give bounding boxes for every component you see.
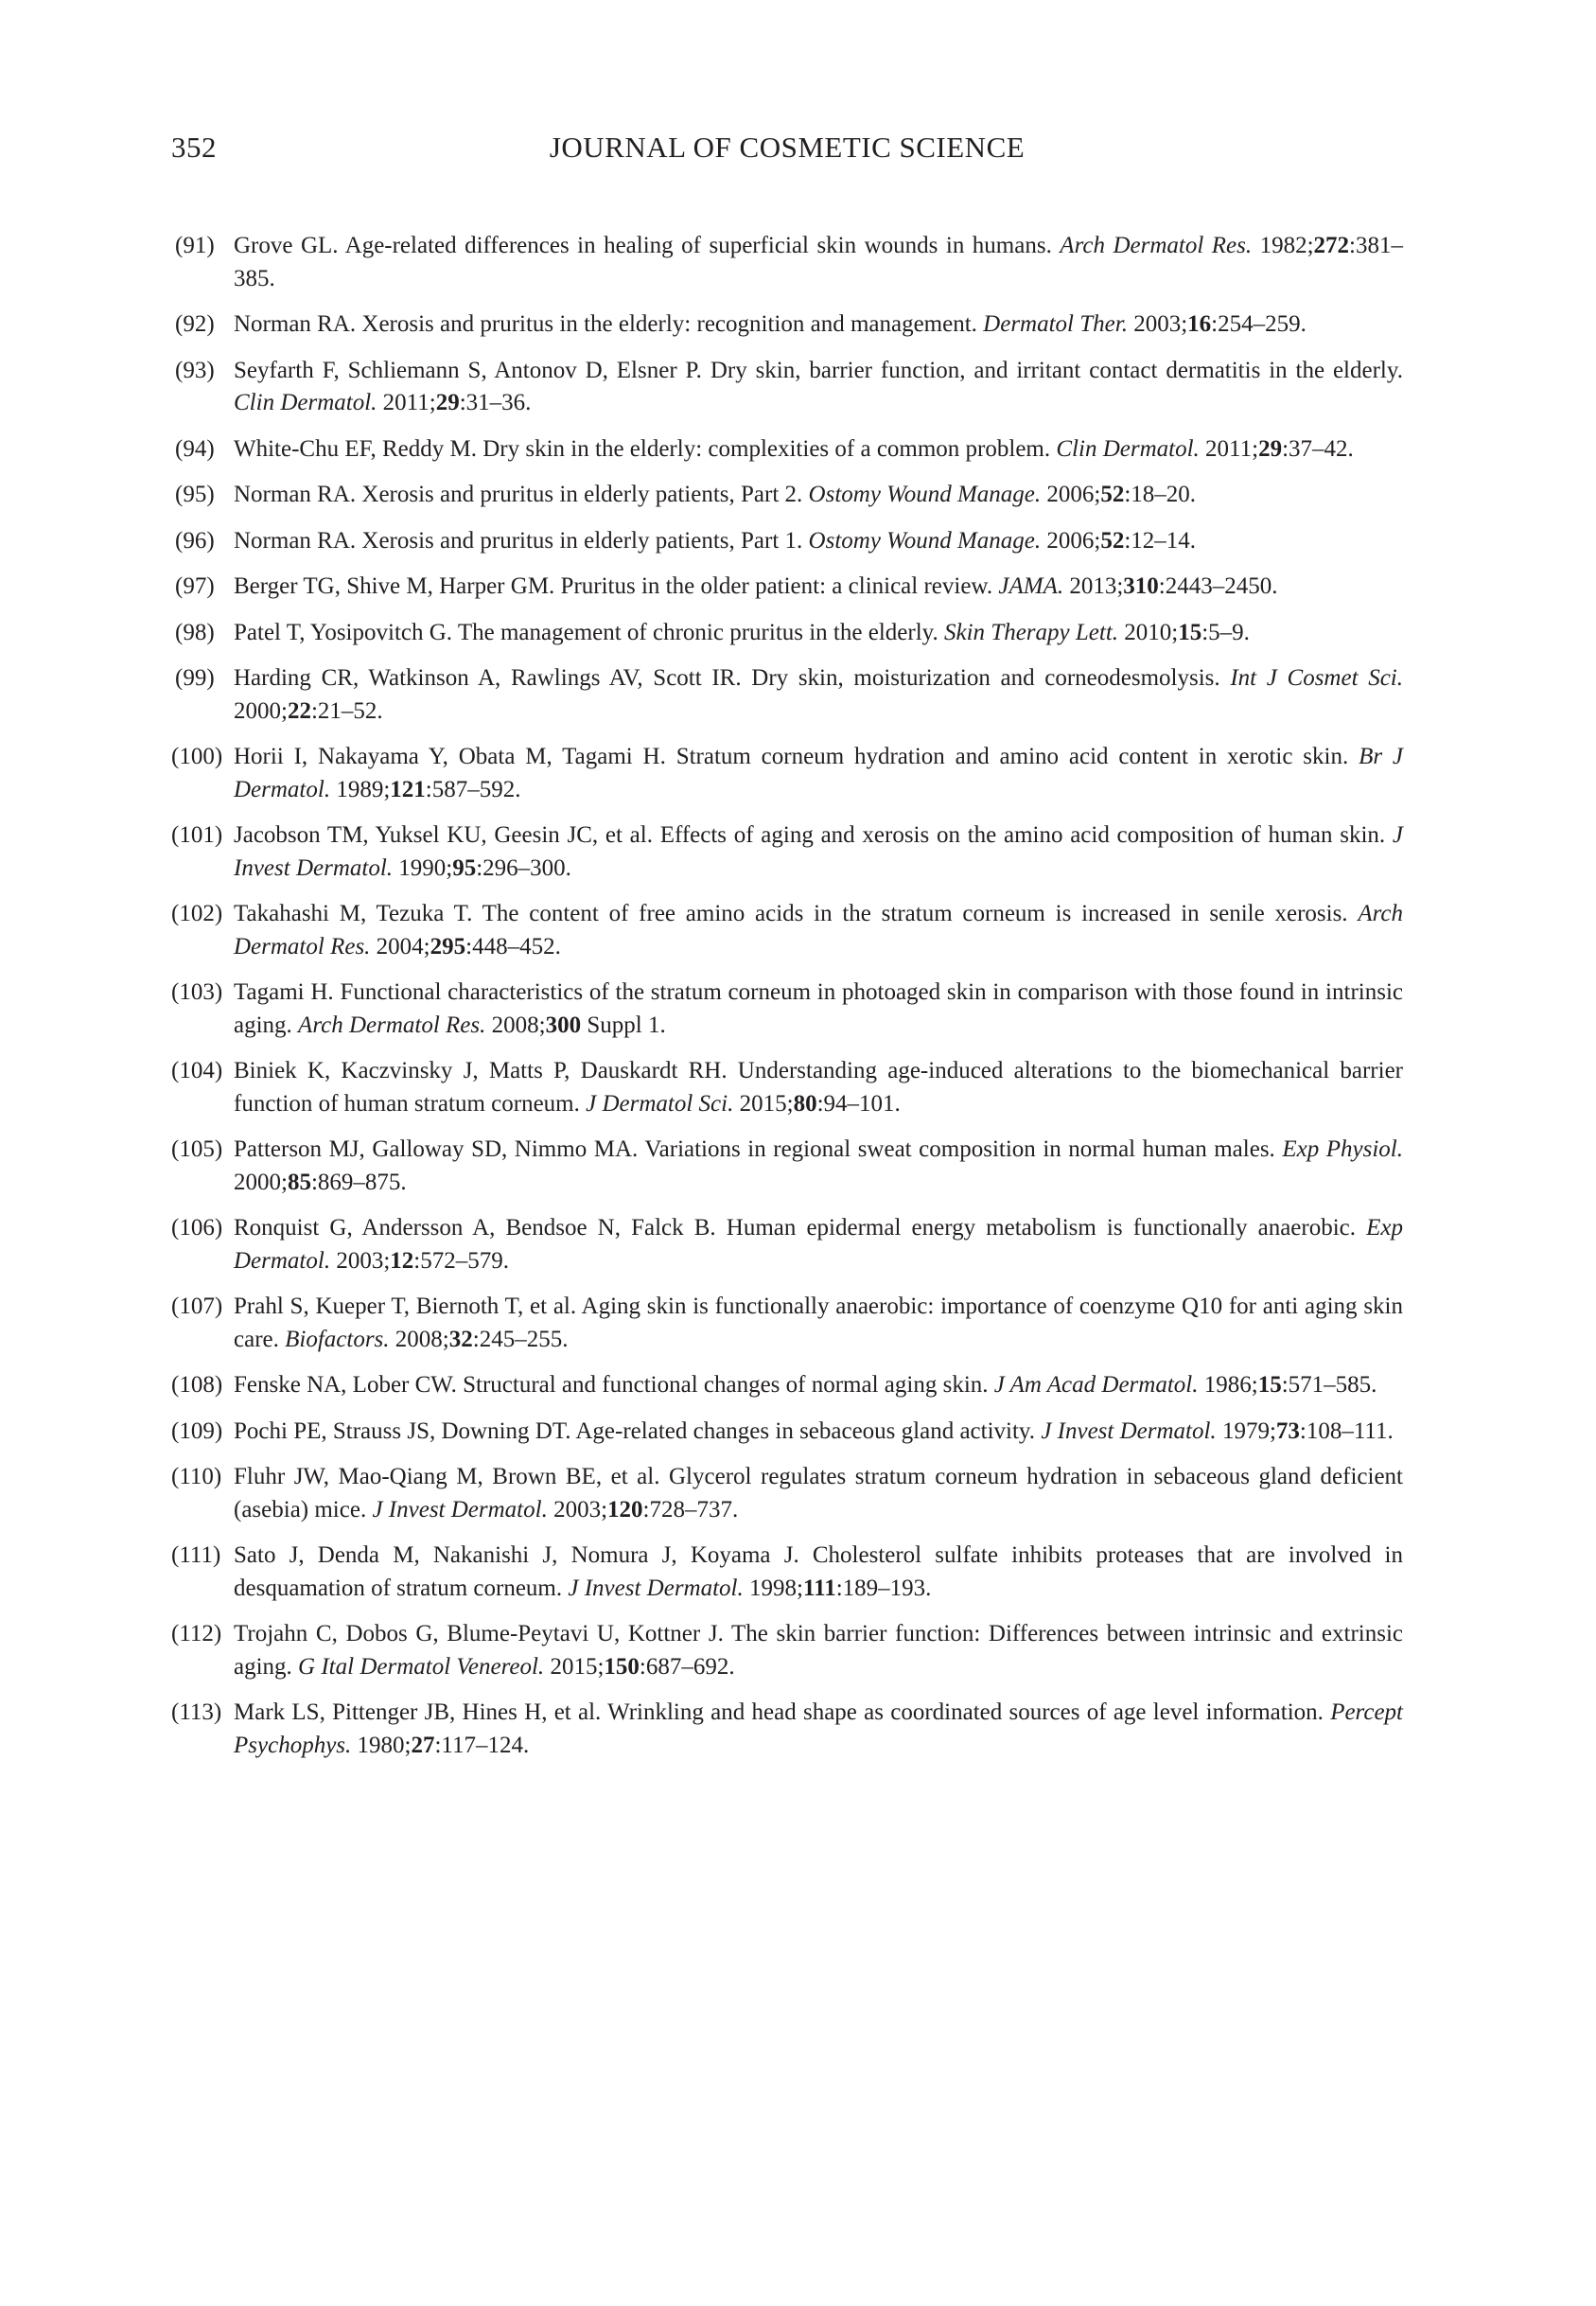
page-range: :728–737. [642, 1496, 739, 1523]
page-range: :448–452. [465, 933, 561, 959]
reference-number: (103) [171, 979, 223, 1005]
journal-name: J Invest Dermatol. [1041, 1417, 1217, 1444]
volume-number: 27 [411, 1732, 435, 1758]
reference-number: (94) [175, 435, 215, 462]
volume-number: 12 [390, 1247, 414, 1274]
journal-name: Arch Dermatol Res. [234, 901, 1403, 959]
reference-number: (113) [171, 1699, 222, 1725]
reference-text: Patel T, Yosipovitch G. The management of chronic pruritus in the elderly. [234, 619, 945, 645]
journal-name: JAMA. [998, 573, 1064, 599]
reference-item [171, 1291, 1403, 1356]
publication-year: 2013; [1063, 573, 1124, 599]
reference-text: Sato J, Denda M, Nakanishi J, Nomura J, Koyama J. Cholesterol sulfate inhibits proteases that are involved in desquamation of stratum corneum. [234, 1542, 1403, 1601]
running-title: JOURNAL OF COSMETIC SCIENCE [549, 131, 1026, 164]
publication-year: 1980; [351, 1732, 412, 1758]
reference-text: Takahashi M, Tezuka T. The content of free amino acids in the stratum corneum is increased in senile xerosis. [234, 901, 1359, 926]
reference-text: Pochi PE, Strauss JS, Downing DT. Age-related changes in sebaceous gland activity. [234, 1417, 1042, 1444]
publication-year: 1979; [1216, 1417, 1276, 1444]
journal-name: Br J Dermatol. [234, 744, 1403, 802]
publication-year: 1982; [1252, 233, 1314, 258]
reference-item [171, 662, 1403, 728]
reference-item [171, 1461, 1403, 1526]
reference-number: (92) [175, 311, 215, 337]
page-range: :117–124. [434, 1732, 530, 1758]
reference-item [171, 1212, 1403, 1277]
reference-item [171, 571, 1403, 604]
volume-number: 85 [287, 1169, 311, 1195]
publication-year: 1998; [743, 1575, 803, 1601]
reference-number: (95) [175, 482, 215, 507]
journal-name: J Invest Dermatol. [372, 1496, 548, 1523]
volume-number: 29 [1258, 435, 1283, 462]
publication-year: 1989; [330, 776, 391, 802]
page-range: :12–14. [1124, 527, 1197, 554]
reference-number: (98) [175, 619, 215, 645]
reference-list [171, 230, 1403, 1775]
journal-name: Clin Dermatol. [234, 390, 377, 415]
reference-item [171, 617, 1403, 650]
volume-number: 300 [545, 1012, 582, 1038]
page-range: :869–875. [310, 1169, 407, 1195]
journal-name: Arch Dermatol Res. [1060, 233, 1253, 258]
volume-number: 73 [1275, 1417, 1300, 1444]
reference-text: Seyfarth F, Schliemann S, Antonov D, Elsner P. Dry skin, barrier function, and irritant contact dermatitis in the elderly. [234, 357, 1403, 383]
volume-number: 52 [1100, 527, 1125, 554]
volume-number: 80 [793, 1090, 817, 1117]
reference-item [171, 819, 1403, 885]
page-range: :587–592. [425, 776, 521, 802]
publication-year: 1986; [1198, 1372, 1258, 1398]
volume-number: 111 [802, 1575, 836, 1601]
page-range: :18–20. [1124, 482, 1197, 507]
volume-number: 121 [390, 776, 426, 802]
reference-item [171, 479, 1403, 512]
publication-year: 2003; [330, 1247, 391, 1274]
publication-year: 2003; [1127, 311, 1188, 337]
journal-name: Dermatol Ther. [983, 311, 1128, 337]
volume-number: 120 [607, 1496, 643, 1523]
publication-year: 2003; [547, 1496, 608, 1523]
reference-text: Prahl S, Kueper T, Biernoth T, et al. Aging skin is functionally anaerobic: importance of coenzyme Q10 for anti aging skin care. [234, 1294, 1403, 1352]
publication-year: 2008; [389, 1326, 449, 1352]
page-range: :31–36. [459, 390, 532, 415]
journal-name: Exp Dermatol. [234, 1215, 1403, 1274]
reference-text: Grove GL. Age-related differences in healing of superficial skin wounds in humans. [234, 233, 1061, 258]
reference-text: Trojahn C, Dobos G, Blume-Peytavi U, Kottner J. The skin barrier function: Differences between intrinsic and extrinsic aging. [234, 1621, 1403, 1680]
reference-text: Ronquist G, Andersson A, Bendsoe N, Falck B. Human epidermal energy metabolism is functionally anaerobic. [234, 1215, 1367, 1241]
volume-number: 16 [1187, 311, 1212, 337]
reference-number: (111) [171, 1542, 221, 1568]
reference-number: (108) [171, 1372, 223, 1398]
page-range: :296–300. [476, 854, 571, 881]
page-range: :687–692. [639, 1653, 735, 1680]
reference-number: (106) [171, 1215, 223, 1241]
reference-number: (101) [171, 822, 223, 848]
volume-number: 310 [1123, 573, 1159, 599]
reference-number: (100) [171, 744, 223, 769]
reference-text: Fenske NA, Lober CW. Structural and functional changes of normal aging skin. [234, 1372, 994, 1398]
page-range: Suppl 1. [581, 1012, 666, 1038]
reference-item [171, 1697, 1403, 1762]
reference-item [171, 1540, 1403, 1605]
reference-item [171, 977, 1403, 1042]
reference-item [171, 1416, 1403, 1449]
reference-text: Fluhr JW, Mao-Qiang M, Brown BE, et al. Glycerol regulates stratum corneum hydration in sebaceous gland deficient (asebia) mice. [234, 1464, 1403, 1523]
reference-item [171, 355, 1403, 420]
journal-name: Int J Cosmet Sci. [1230, 665, 1403, 691]
volume-number: 15 [1257, 1372, 1282, 1398]
reference-text: Norman RA. Xerosis and pruritus in the elderly: recognition and management. [234, 311, 984, 337]
page-range: :108–111. [1299, 1417, 1394, 1444]
journal-name: Ostomy Wound Manage. [808, 527, 1042, 554]
volume-number: 95 [452, 854, 477, 881]
reference-text: Tagami H. Functional characteristics of the stratum corneum in photoaged skin in comparison with those found in intrinsic aging. [234, 979, 1403, 1038]
page-range: :189–193. [835, 1575, 932, 1601]
journal-name: J Am Acad Dermatol. [993, 1372, 1199, 1398]
page-range: :21–52. [310, 697, 383, 724]
reference-number: (109) [171, 1417, 223, 1444]
page-range: :37–42. [1282, 435, 1354, 462]
page-range: :94–101. [816, 1090, 901, 1117]
reference-text: Jacobson TM, Yuksel KU, Geesin JC, et al. Effects of aging and xerosis on the amino acid composition of human skin. [234, 822, 1393, 848]
publication-year: 2011; [377, 390, 436, 415]
journal-name: Arch Dermatol Res. [298, 1012, 486, 1038]
volume-number: 32 [448, 1326, 473, 1352]
reference-item [171, 525, 1403, 558]
publication-year: 2011; [1199, 435, 1259, 462]
reference-item [171, 433, 1403, 466]
reference-text: Horii I, Nakayama Y, Obata M, Tagami H. Stratum corneum hydration and amino acid content in xerotic skin. [234, 744, 1359, 769]
volume-number: 29 [435, 390, 460, 415]
publication-year: 2010; [1118, 619, 1179, 645]
reference-text: Patterson MJ, Galloway SD, Nimmo MA. Variations in regional sweat composition in normal human males. [234, 1136, 1283, 1162]
volume-number: 15 [1178, 619, 1202, 645]
reference-item [171, 741, 1403, 806]
reference-item [171, 1369, 1403, 1402]
page-range: :5–9. [1201, 619, 1250, 645]
publication-year: 2004; [370, 933, 430, 959]
reference-number: (91) [175, 233, 215, 258]
journal-name: Skin Therapy Lett. [944, 619, 1119, 645]
reference-number: (93) [175, 357, 215, 383]
publication-year: 2006; [1041, 482, 1101, 507]
reference-text: Norman RA. Xerosis and pruritus in elderly patients, Part 2. [234, 482, 809, 507]
reference-text: Biniek K, Kaczvinsky J, Matts P, Dauskardt RH. Understanding age-induced alterations to the biomechanical barrier function of human stratum corneum. [234, 1058, 1403, 1117]
volume-number: 22 [287, 697, 311, 724]
journal-name: J Dermatol Sci. [586, 1090, 734, 1117]
reference-item [171, 1055, 1403, 1120]
volume-number: 272 [1313, 233, 1350, 258]
reference-item [171, 1134, 1403, 1199]
reference-number: (112) [171, 1621, 222, 1646]
reference-text: Mark LS, Pittenger JB, Hines H, et al. Wrinkling and head shape as coordinated sources of age level information. [234, 1699, 1331, 1725]
reference-text: Norman RA. Xerosis and pruritus in elderly patients, Part 1. [234, 527, 809, 554]
publication-year: 2015; [733, 1090, 794, 1117]
page-range: :2443–2450. [1158, 573, 1278, 599]
reference-number: (99) [175, 665, 215, 691]
journal-name: Ostomy Wound Manage. [808, 482, 1042, 507]
journal-name: Clin Dermatol. [1056, 435, 1200, 462]
page-range: :571–585. [1281, 1372, 1377, 1398]
reference-text: Berger TG, Shive M, Harper GM. Pruritus in the older patient: a clinical review. [234, 573, 999, 599]
journal-name: Exp Physiol. [1282, 1136, 1403, 1162]
reference-number: (96) [175, 527, 215, 554]
reference-number: (97) [175, 573, 215, 599]
page-range: :245–255. [472, 1326, 569, 1352]
reference-item [171, 308, 1403, 342]
reference-item [171, 1618, 1403, 1683]
publication-year: 2000; [234, 697, 288, 724]
journal-name: G Ital Dermatol Venereol. [298, 1653, 545, 1680]
publication-year: 2006; [1041, 527, 1101, 554]
page-header [171, 123, 1403, 170]
publication-year: 2008; [485, 1012, 546, 1038]
reference-item [171, 898, 1403, 963]
reference-number: (105) [171, 1136, 223, 1162]
reference-number: (102) [171, 901, 223, 926]
page-range: :254–259. [1211, 311, 1307, 337]
volume-number: 295 [430, 933, 466, 959]
page-number: 352 [171, 131, 217, 164]
journal-name: J Invest Dermatol. [234, 822, 1403, 881]
page-range: :572–579. [413, 1247, 509, 1274]
publication-year: 1990; [393, 854, 453, 881]
journal-name: Biofactors. [285, 1326, 390, 1352]
volume-number: 52 [1100, 482, 1125, 507]
reference-item [171, 230, 1403, 295]
reference-text: Harding CR, Watkinson A, Rawlings AV, Scott IR. Dry skin, moisturization and corneodesmolysis. [234, 665, 1231, 691]
page-range: :381–385. [234, 233, 1403, 291]
volume-number: 150 [604, 1653, 640, 1680]
reference-number: (104) [171, 1058, 223, 1083]
journal-name: Percept Psychophys. [234, 1699, 1403, 1758]
reference-number: (110) [171, 1464, 222, 1489]
reference-number: (107) [171, 1294, 223, 1319]
reference-text: White-Chu EF, Reddy M. Dry skin in the elderly: complexities of a common problem. [234, 435, 1057, 462]
publication-year: 2015; [544, 1653, 605, 1680]
journal-name: J Invest Dermatol. [568, 1575, 744, 1601]
publication-year: 2000; [234, 1169, 288, 1195]
